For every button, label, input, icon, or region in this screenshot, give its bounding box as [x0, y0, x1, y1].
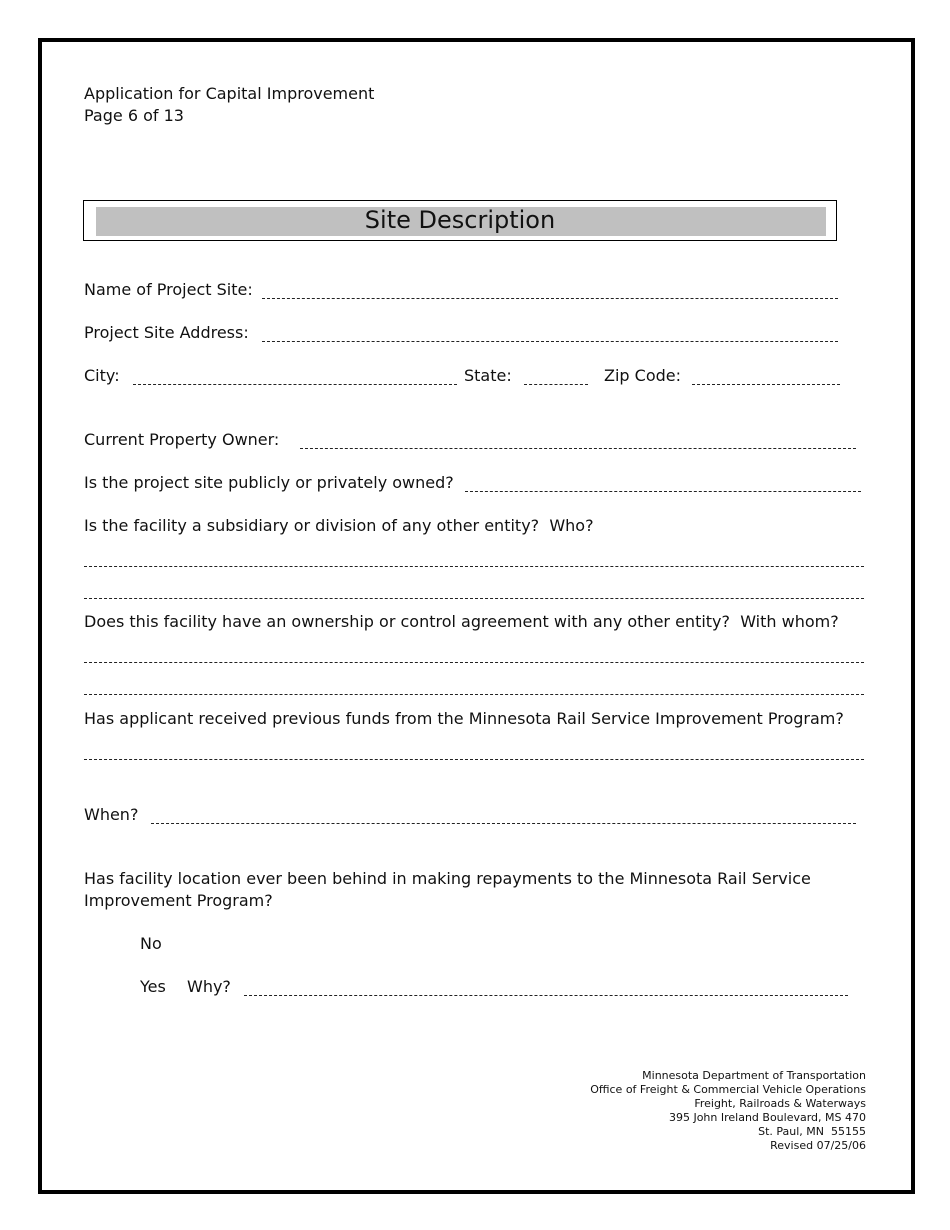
no-option[interactable]: No — [140, 934, 162, 953]
subsidiary-label: Is the facility a subsidiary or division of any other entity? Who? — [84, 516, 594, 535]
footer-street: 395 John Ireland Boulevard, MS 470 — [668, 1111, 866, 1124]
repayments-label-line-1: Has facility location ever been behind in making repayments to the Minnesota Rail Service — [84, 869, 811, 888]
current-owner-label: Current Property Owner: — [84, 430, 280, 449]
page-number: Page 6 of 13 — [84, 106, 184, 125]
why-input[interactable] — [244, 995, 848, 996]
ownership-type-input[interactable] — [465, 491, 861, 492]
project-site-address-label: Project Site Address: — [84, 323, 249, 342]
subsidiary-input-line-2[interactable] — [84, 598, 864, 599]
control-agreement-input-line-1[interactable] — [84, 662, 864, 663]
control-agreement-input-line-2[interactable] — [84, 694, 864, 695]
footer-office: Office of Freight & Commercial Vehicle Operations — [590, 1083, 866, 1096]
why-label: Why? — [187, 977, 231, 996]
previous-funds-input[interactable] — [84, 759, 864, 760]
state-input[interactable] — [524, 384, 588, 385]
project-site-address-input[interactable] — [262, 341, 838, 342]
control-agreement-label: Does this facility have an ownership or control agreement with any other entity? With whom? — [84, 612, 839, 631]
ownership-type-label: Is the project site publicly or privately owned? — [84, 473, 454, 492]
footer-division: Freight, Railroads & Waterways — [694, 1097, 866, 1110]
city-input[interactable] — [133, 384, 457, 385]
subsidiary-input-line-1[interactable] — [84, 566, 864, 567]
previous-funds-label: Has applicant received previous funds from the Minnesota Rail Service Improvement Program? — [84, 709, 844, 728]
yes-option[interactable]: Yes — [140, 977, 166, 996]
when-input[interactable] — [151, 823, 856, 824]
repayments-label-line-2: Improvement Program? — [84, 891, 273, 910]
section-title: Site Description — [364, 206, 556, 234]
section-title-box — [83, 200, 837, 241]
document-title: Application for Capital Improvement — [84, 84, 375, 103]
zip-label: Zip Code: — [604, 366, 681, 385]
project-site-name-input[interactable] — [262, 298, 838, 299]
city-label: City: — [84, 366, 120, 385]
footer-revised: Revised 07/25/06 — [770, 1139, 866, 1152]
footer-address-block — [590, 1069, 866, 1153]
zip-input[interactable] — [692, 384, 840, 385]
project-site-name-label: Name of Project Site: — [84, 280, 253, 299]
when-label: When? — [84, 805, 139, 824]
footer-department: Minnesota Department of Transportation — [642, 1069, 866, 1082]
footer-city: St. Paul, MN 55155 — [758, 1125, 866, 1138]
state-label: State: — [464, 366, 512, 385]
current-owner-input[interactable] — [300, 448, 856, 449]
